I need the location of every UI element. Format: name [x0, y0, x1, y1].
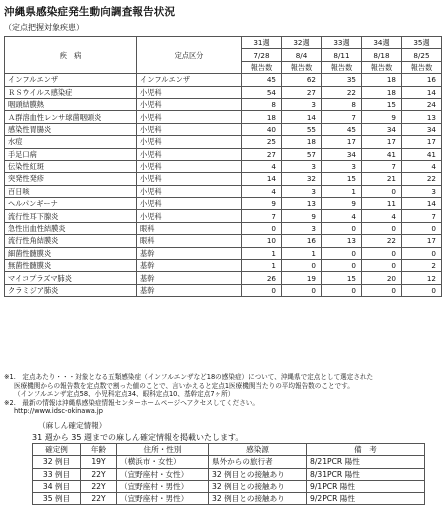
count-cell: 18: [242, 111, 282, 123]
count-cell: 1: [242, 247, 282, 259]
infection-source-cell: 32 例目との接触あり: [209, 493, 307, 505]
count-label: 報告数: [322, 61, 362, 73]
page-subtitle: （定点把握対象疾患）: [4, 23, 84, 32]
disease-name: 伝染性紅斑: [5, 160, 137, 172]
count-cell: 34: [362, 123, 402, 135]
count-cell: 0: [322, 247, 362, 259]
category-cell: 小児科: [137, 148, 242, 160]
footnote-line: ※1. 定点あたり・・・対象となる五類感染症（インフルエンザなど18の感染症）について、沖縄県で定点として選定された: [4, 373, 374, 381]
count-cell: 7: [362, 160, 402, 172]
table-row: [5, 123, 442, 135]
footnote-line: 医療機関からの報告数を定点数で割った値のことで、言いかえると定点1医療機関当たりの平均報告数のことです。: [14, 381, 354, 390]
disease-name: 水痘: [5, 136, 137, 148]
count-cell: 45: [242, 74, 282, 86]
count-cell: 22: [362, 235, 402, 247]
count-cell: 0: [322, 260, 362, 272]
disease-name: Ａ群溶血性レンサ球菌咽頭炎: [5, 111, 137, 123]
count-cell: 24: [402, 98, 442, 110]
week-header-row: [5, 37, 442, 49]
category-cell: 小児科: [137, 111, 242, 123]
category-cell: 眼科: [137, 235, 242, 247]
disease-name: 細菌性髄膜炎: [5, 247, 137, 259]
measles-description: 31 週から 35 週までの麻しん確定情報を掲載いたします。: [32, 433, 244, 442]
table-row: [5, 198, 442, 210]
table-row: [5, 148, 442, 160]
count-cell: 1: [282, 247, 322, 259]
category-cell: 小児科: [137, 123, 242, 135]
count-cell: 4: [402, 160, 442, 172]
footnote-line: ※2. 最新の情報は沖縄県感染症情報センターホームページへアクセスしてください。: [4, 398, 259, 407]
category-cell: 基幹: [137, 272, 242, 284]
case-number-cell: 34 例目: [33, 480, 81, 492]
count-cell: 9: [242, 198, 282, 210]
count-cell: 0: [282, 260, 322, 272]
count-cell: 0: [322, 222, 362, 234]
count-cell: 17: [322, 136, 362, 148]
table-row: [5, 173, 442, 185]
measles-column-header: 確定例: [33, 444, 81, 456]
count-cell: 2: [402, 260, 442, 272]
count-cell: 14: [402, 198, 442, 210]
disease-name: 流行性耳下腺炎: [5, 210, 137, 222]
table-row: [5, 86, 442, 98]
table-row: [5, 260, 442, 272]
table-row: [33, 493, 425, 505]
remarks-cell: 9/2PCR 陽性: [307, 493, 425, 505]
count-cell: 0: [362, 260, 402, 272]
week-header: 32週: [282, 37, 322, 49]
category-cell: 小児科: [137, 185, 242, 197]
count-cell: 7: [322, 111, 362, 123]
disease-name: 突発性発疹: [5, 173, 137, 185]
count-cell: 41: [402, 148, 442, 160]
disease-name: ＲＳウイルス感染症: [5, 86, 137, 98]
count-cell: 0: [402, 247, 442, 259]
date-header: 8/4: [282, 49, 322, 61]
category-cell: 小児科: [137, 210, 242, 222]
case-number-cell: 32 例目: [33, 456, 81, 468]
count-cell: 17: [402, 235, 442, 247]
count-cell: 0: [362, 247, 402, 259]
table-row: [33, 456, 425, 468]
table-row: [5, 111, 442, 123]
disease-name: 無菌性髄膜炎: [5, 260, 137, 272]
count-cell: 9: [322, 198, 362, 210]
count-cell: 22: [322, 86, 362, 98]
category-cell: 基幹: [137, 284, 242, 296]
count-cell: 55: [282, 123, 322, 135]
count-cell: 15: [362, 98, 402, 110]
week-header: 31週: [242, 37, 282, 49]
measles-section-title: （麻しん確定情報）: [38, 421, 107, 430]
count-label: 報告数: [242, 61, 282, 73]
table-row: [5, 185, 442, 197]
count-cell: 4: [242, 185, 282, 197]
remarks-cell: 8/21PCR 陽性: [307, 456, 425, 468]
count-cell: 20: [362, 272, 402, 284]
table-row: [33, 468, 425, 480]
category-cell: 小児科: [137, 198, 242, 210]
address-gender-cell: （宜野座村・男性）: [117, 493, 209, 505]
count-cell: 0: [242, 284, 282, 296]
count-cell: 0: [282, 284, 322, 296]
count-cell: 3: [282, 185, 322, 197]
count-cell: 12: [402, 272, 442, 284]
measles-table: [32, 443, 425, 505]
case-number-cell: 33 例目: [33, 468, 81, 480]
count-cell: 1: [242, 260, 282, 272]
count-cell: 0: [242, 222, 282, 234]
count-cell: 34: [402, 123, 442, 135]
case-number-cell: 35 例目: [33, 493, 81, 505]
table-row: [33, 480, 425, 492]
table-row: [5, 284, 442, 296]
count-cell: 54: [242, 86, 282, 98]
table-row: [5, 160, 442, 172]
disease-name: 咽頭結膜熱: [5, 98, 137, 110]
count-cell: 13: [282, 198, 322, 210]
count-cell: 4: [362, 210, 402, 222]
category-cell: 基幹: [137, 247, 242, 259]
count-cell: 22: [402, 173, 442, 185]
date-header: 8/11: [322, 49, 362, 61]
count-cell: 1: [322, 185, 362, 197]
count-cell: 4: [242, 160, 282, 172]
count-label: 報告数: [402, 61, 442, 73]
category-cell: 小児科: [137, 173, 242, 185]
disease-column-header: 疾 病: [5, 37, 137, 74]
table-row: [5, 210, 442, 222]
count-cell: 27: [282, 86, 322, 98]
count-cell: 45: [322, 123, 362, 135]
date-header: 8/25: [402, 49, 442, 61]
disease-name: インフルエンザ: [5, 74, 137, 86]
count-cell: 35: [322, 74, 362, 86]
count-cell: 32: [282, 173, 322, 185]
table-row: [5, 222, 442, 234]
address-gender-cell: （宜野座村・女性）: [117, 468, 209, 480]
count-cell: 14: [402, 86, 442, 98]
count-cell: 17: [402, 136, 442, 148]
measles-column-header: 年齢: [81, 444, 117, 456]
count-cell: 17: [362, 136, 402, 148]
age-cell: 19Y: [81, 456, 117, 468]
week-header: 34週: [362, 37, 402, 49]
infection-source-cell: 32 例目との接触あり: [209, 468, 307, 480]
count-cell: 25: [242, 136, 282, 148]
table-row: [5, 136, 442, 148]
count-cell: 3: [282, 98, 322, 110]
table-row: [5, 247, 442, 259]
count-label: 報告数: [362, 61, 402, 73]
infection-source-cell: 32 例目との接触あり: [209, 480, 307, 492]
page-title: 沖縄県感染症発生動向調査報告状況: [4, 6, 176, 18]
remarks-cell: 8/31PCR 陽性: [307, 468, 425, 480]
count-cell: 15: [322, 173, 362, 185]
count-cell: 0: [402, 284, 442, 296]
count-cell: 16: [402, 74, 442, 86]
count-cell: 41: [362, 148, 402, 160]
count-label: 報告数: [282, 61, 322, 73]
category-cell: 小児科: [137, 86, 242, 98]
category-cell: 眼科: [137, 222, 242, 234]
count-cell: 13: [322, 235, 362, 247]
count-cell: 57: [282, 148, 322, 160]
category-column-header: 定点区分: [137, 37, 242, 74]
count-cell: 3: [322, 160, 362, 172]
count-cell: 0: [322, 284, 362, 296]
count-cell: 8: [242, 98, 282, 110]
table-row: [5, 74, 442, 86]
date-header: 8/18: [362, 49, 402, 61]
disease-name: ヘルパンギーナ: [5, 198, 137, 210]
count-cell: 11: [362, 198, 402, 210]
count-cell: 18: [362, 74, 402, 86]
footnotes: [4, 373, 441, 416]
count-cell: 13: [402, 111, 442, 123]
count-cell: 7: [402, 210, 442, 222]
table-row: [5, 98, 442, 110]
table-row: [5, 235, 442, 247]
remarks-cell: 9/1PCR 陽性: [307, 480, 425, 492]
count-cell: 0: [402, 222, 442, 234]
count-cell: 0: [362, 222, 402, 234]
count-cell: 15: [322, 272, 362, 284]
address-gender-cell: （横浜市・女性）: [117, 456, 209, 468]
count-cell: 27: [242, 148, 282, 160]
age-cell: 22Y: [81, 468, 117, 480]
measles-table-body: [33, 456, 425, 505]
surveillance-table-body: [5, 74, 442, 297]
disease-name: マイコプラズマ肺炎: [5, 272, 137, 284]
count-cell: 0: [362, 185, 402, 197]
count-cell: 14: [282, 111, 322, 123]
count-cell: 18: [282, 136, 322, 148]
surveillance-table: [4, 36, 442, 297]
disease-name: 百日咳: [5, 185, 137, 197]
count-cell: 62: [282, 74, 322, 86]
measles-column-header: 備 考: [307, 444, 425, 456]
count-cell: 4: [322, 210, 362, 222]
week-header: 33週: [322, 37, 362, 49]
count-cell: 9: [282, 210, 322, 222]
category-cell: 小児科: [137, 136, 242, 148]
count-cell: 3: [282, 160, 322, 172]
measles-header-row: [33, 444, 425, 456]
age-cell: 22Y: [81, 480, 117, 492]
category-cell: インフルエンザ: [137, 74, 242, 86]
disease-name: 手足口病: [5, 148, 137, 160]
infection-source-cell: 県外からの旅行者: [209, 456, 307, 468]
week-header: 35週: [402, 37, 442, 49]
measles-column-header: 感染源: [209, 444, 307, 456]
count-cell: 3: [282, 222, 322, 234]
count-cell: 26: [242, 272, 282, 284]
footnote-line: http://www.idsc-okinawa.jp: [14, 407, 103, 416]
count-cell: 19: [282, 272, 322, 284]
count-cell: 40: [242, 123, 282, 135]
count-cell: 21: [362, 173, 402, 185]
count-cell: 16: [282, 235, 322, 247]
category-cell: 小児科: [137, 98, 242, 110]
table-row: [5, 272, 442, 284]
count-cell: 9: [362, 111, 402, 123]
count-cell: 8: [322, 98, 362, 110]
measles-column-header: 住所・性別: [117, 444, 209, 456]
count-cell: 14: [242, 173, 282, 185]
age-cell: 22Y: [81, 493, 117, 505]
date-header: 7/28: [242, 49, 282, 61]
address-gender-cell: （宜野座村・男性）: [117, 480, 209, 492]
count-cell: 34: [322, 148, 362, 160]
count-cell: 0: [362, 284, 402, 296]
disease-name: 流行性角結膜炎: [5, 235, 137, 247]
footnote-line: （インフルエンザ定点58、小児科定点34、眼科定点10、基幹定点7ヶ所）: [14, 390, 235, 399]
count-cell: 7: [242, 210, 282, 222]
disease-name: クラミジア肺炎: [5, 284, 137, 296]
disease-name: 急性出血性結膜炎: [5, 222, 137, 234]
category-cell: 小児科: [137, 160, 242, 172]
disease-name: 感染性胃腸炎: [5, 123, 137, 135]
category-cell: 基幹: [137, 260, 242, 272]
count-cell: 10: [242, 235, 282, 247]
count-cell: 18: [362, 86, 402, 98]
count-cell: 3: [402, 185, 442, 197]
